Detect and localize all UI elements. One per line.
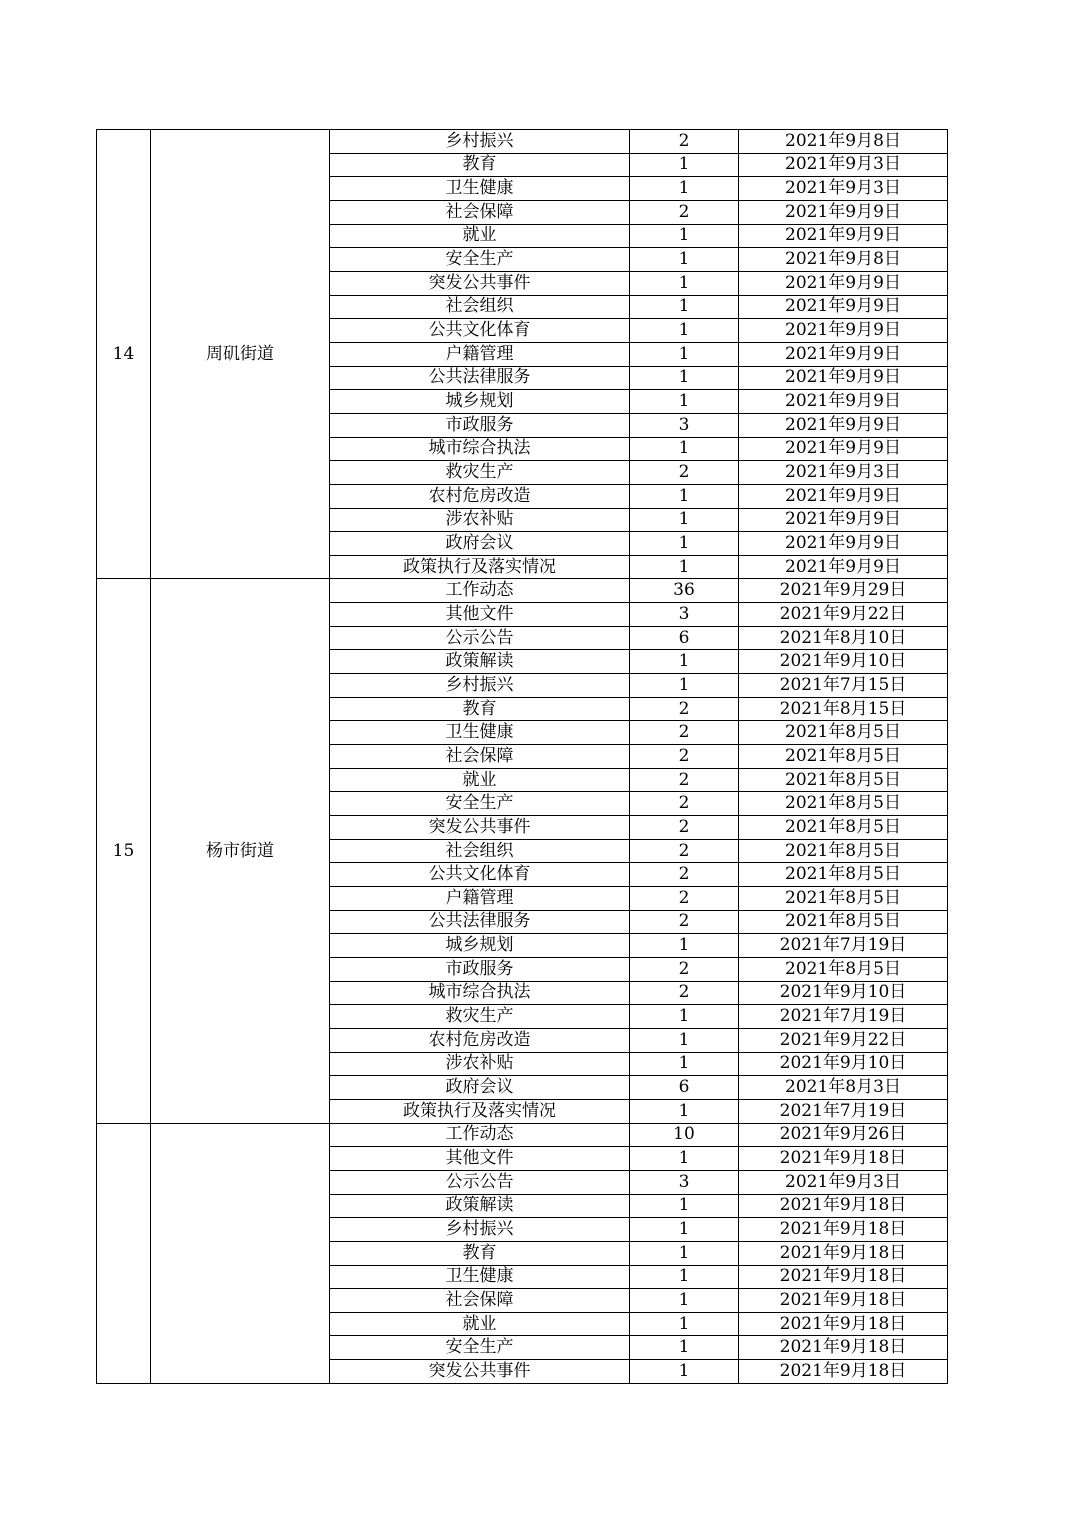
category-cell: 教育 (330, 697, 630, 721)
count-cell: 2 (630, 792, 739, 816)
category-cell: 公示公告 (330, 626, 630, 650)
count-cell: 1 (630, 934, 739, 958)
date-cell: 2021年9月18日 (739, 1360, 948, 1384)
category-cell: 救灾生产 (330, 1005, 630, 1029)
count-cell: 2 (630, 863, 739, 887)
date-cell: 2021年9月9日 (739, 295, 948, 319)
date-cell: 2021年9月18日 (739, 1312, 948, 1336)
category-cell: 安全生产 (330, 1336, 630, 1360)
category-cell: 城市综合执法 (330, 437, 630, 461)
count-cell: 2 (630, 130, 739, 154)
category-cell: 工作动态 (330, 579, 630, 603)
date-cell: 2021年8月5日 (739, 792, 948, 816)
category-cell: 城乡规划 (330, 390, 630, 414)
count-cell: 1 (630, 1147, 739, 1171)
category-cell: 公共法律服务 (330, 366, 630, 390)
count-cell: 2 (630, 461, 739, 485)
count-cell: 3 (630, 413, 739, 437)
date-cell: 2021年9月3日 (739, 461, 948, 485)
category-cell: 突发公共事件 (330, 1360, 630, 1384)
count-cell: 1 (630, 319, 739, 343)
date-cell: 2021年9月9日 (739, 532, 948, 556)
date-cell: 2021年9月9日 (739, 437, 948, 461)
count-cell: 2 (630, 910, 739, 934)
category-cell: 救灾生产 (330, 461, 630, 485)
count-cell: 2 (630, 816, 739, 840)
date-cell: 2021年9月9日 (739, 271, 948, 295)
category-cell: 市政服务 (330, 413, 630, 437)
category-cell: 就业 (330, 768, 630, 792)
category-cell: 社会保障 (330, 200, 630, 224)
date-cell: 2021年9月8日 (739, 248, 948, 272)
count-cell: 1 (630, 390, 739, 414)
count-cell: 1 (630, 1360, 739, 1384)
count-cell: 3 (630, 603, 739, 627)
street-name-cell: 周矶街道 (151, 130, 330, 579)
date-cell: 2021年9月18日 (739, 1265, 948, 1289)
date-cell: 2021年9月18日 (739, 1241, 948, 1265)
date-cell: 2021年9月22日 (739, 1028, 948, 1052)
count-cell: 1 (630, 1218, 739, 1242)
count-cell: 3 (630, 1170, 739, 1194)
date-cell: 2021年7月19日 (739, 1005, 948, 1029)
date-cell: 2021年8月5日 (739, 957, 948, 981)
date-cell: 2021年9月3日 (739, 1170, 948, 1194)
date-cell: 2021年7月15日 (739, 674, 948, 698)
category-cell: 政策执行及落实情况 (330, 555, 630, 579)
count-cell: 2 (630, 745, 739, 769)
category-cell: 就业 (330, 224, 630, 248)
disclosure-table (96, 129, 948, 1384)
date-cell: 2021年9月18日 (739, 1218, 948, 1242)
count-cell: 6 (630, 626, 739, 650)
category-cell: 政府会议 (330, 532, 630, 556)
date-cell: 2021年9月9日 (739, 200, 948, 224)
count-cell: 2 (630, 697, 739, 721)
date-cell: 2021年8月5日 (739, 816, 948, 840)
count-cell: 2 (630, 981, 739, 1005)
category-cell: 社会保障 (330, 1289, 630, 1313)
date-cell: 2021年9月9日 (739, 319, 948, 343)
category-cell: 政府会议 (330, 1076, 630, 1100)
category-cell: 安全生产 (330, 792, 630, 816)
date-cell: 2021年9月26日 (739, 1123, 948, 1147)
count-cell: 1 (630, 271, 739, 295)
category-cell: 就业 (330, 1312, 630, 1336)
count-cell: 36 (630, 579, 739, 603)
group-index-cell: 15 (97, 579, 151, 1123)
date-cell: 2021年9月9日 (739, 555, 948, 579)
date-cell: 2021年9月9日 (739, 413, 948, 437)
count-cell: 1 (630, 342, 739, 366)
category-cell: 其他文件 (330, 1147, 630, 1171)
count-cell: 1 (630, 1028, 739, 1052)
count-cell: 2 (630, 957, 739, 981)
date-cell: 2021年7月19日 (739, 1099, 948, 1123)
category-cell: 乡村振兴 (330, 130, 630, 154)
count-cell: 1 (630, 1099, 739, 1123)
date-cell: 2021年9月18日 (739, 1194, 948, 1218)
category-cell: 教育 (330, 1241, 630, 1265)
date-cell: 2021年9月18日 (739, 1289, 948, 1313)
category-cell: 安全生产 (330, 248, 630, 272)
category-cell: 公共文化体育 (330, 319, 630, 343)
category-cell: 工作动态 (330, 1123, 630, 1147)
category-cell: 户籍管理 (330, 887, 630, 911)
category-cell: 市政服务 (330, 957, 630, 981)
date-cell: 2021年8月5日 (739, 768, 948, 792)
date-cell: 2021年9月18日 (739, 1336, 948, 1360)
category-cell: 公示公告 (330, 1170, 630, 1194)
date-cell: 2021年9月18日 (739, 1147, 948, 1171)
count-cell: 1 (630, 248, 739, 272)
category-cell: 社会保障 (330, 745, 630, 769)
date-cell: 2021年9月29日 (739, 579, 948, 603)
date-cell: 2021年9月9日 (739, 224, 948, 248)
category-cell: 户籍管理 (330, 342, 630, 366)
category-cell: 城市综合执法 (330, 981, 630, 1005)
count-cell: 1 (630, 177, 739, 201)
date-cell: 2021年8月5日 (739, 721, 948, 745)
category-cell: 涉农补贴 (330, 1052, 630, 1076)
category-cell: 其他文件 (330, 603, 630, 627)
category-cell: 政策解读 (330, 1194, 630, 1218)
count-cell: 2 (630, 768, 739, 792)
category-cell: 政策解读 (330, 650, 630, 674)
table-row (97, 1123, 948, 1147)
count-cell: 1 (630, 1289, 739, 1313)
category-cell: 社会组织 (330, 295, 630, 319)
category-cell: 公共文化体育 (330, 863, 630, 887)
date-cell: 2021年8月5日 (739, 839, 948, 863)
date-cell: 2021年9月10日 (739, 981, 948, 1005)
date-cell: 2021年9月10日 (739, 1052, 948, 1076)
count-cell: 2 (630, 200, 739, 224)
category-cell: 农村危房改造 (330, 484, 630, 508)
category-cell: 突发公共事件 (330, 816, 630, 840)
count-cell: 1 (630, 555, 739, 579)
category-cell: 政策执行及落实情况 (330, 1099, 630, 1123)
date-cell: 2021年8月5日 (739, 863, 948, 887)
count-cell: 2 (630, 839, 739, 863)
category-cell: 乡村振兴 (330, 674, 630, 698)
date-cell: 2021年9月9日 (739, 366, 948, 390)
count-cell: 1 (630, 508, 739, 532)
count-cell: 1 (630, 153, 739, 177)
street-name-cell: 杨市街道 (151, 579, 330, 1123)
group-index-cell: 14 (97, 130, 151, 579)
date-cell: 2021年9月9日 (739, 508, 948, 532)
count-cell: 6 (630, 1076, 739, 1100)
count-cell: 1 (630, 1241, 739, 1265)
count-cell: 1 (630, 366, 739, 390)
date-cell: 2021年7月19日 (739, 934, 948, 958)
count-cell: 2 (630, 887, 739, 911)
count-cell: 1 (630, 674, 739, 698)
date-cell: 2021年9月3日 (739, 177, 948, 201)
count-cell: 1 (630, 484, 739, 508)
street-name-cell (151, 1123, 330, 1383)
date-cell: 2021年9月8日 (739, 130, 948, 154)
count-cell: 2 (630, 721, 739, 745)
date-cell: 2021年8月3日 (739, 1076, 948, 1100)
category-cell: 乡村振兴 (330, 1218, 630, 1242)
count-cell: 1 (630, 224, 739, 248)
date-cell: 2021年9月10日 (739, 650, 948, 674)
category-cell: 卫生健康 (330, 1265, 630, 1289)
count-cell: 1 (630, 1312, 739, 1336)
date-cell: 2021年8月5日 (739, 910, 948, 934)
date-cell: 2021年8月5日 (739, 887, 948, 911)
date-cell: 2021年9月9日 (739, 390, 948, 414)
count-cell: 1 (630, 532, 739, 556)
category-cell: 突发公共事件 (330, 271, 630, 295)
date-cell: 2021年8月10日 (739, 626, 948, 650)
count-cell: 1 (630, 437, 739, 461)
category-cell: 涉农补贴 (330, 508, 630, 532)
count-cell: 1 (630, 295, 739, 319)
category-cell: 城乡规划 (330, 934, 630, 958)
category-cell: 社会组织 (330, 839, 630, 863)
category-cell: 农村危房改造 (330, 1028, 630, 1052)
date-cell: 2021年9月9日 (739, 342, 948, 366)
count-cell: 10 (630, 1123, 739, 1147)
category-cell: 卫生健康 (330, 177, 630, 201)
count-cell: 1 (630, 1005, 739, 1029)
count-cell: 1 (630, 1052, 739, 1076)
category-cell: 公共法律服务 (330, 910, 630, 934)
table-row (97, 130, 948, 154)
category-cell: 教育 (330, 153, 630, 177)
count-cell: 1 (630, 1336, 739, 1360)
category-cell: 卫生健康 (330, 721, 630, 745)
date-cell: 2021年9月22日 (739, 603, 948, 627)
table-body (97, 130, 948, 1384)
date-cell: 2021年9月3日 (739, 153, 948, 177)
date-cell: 2021年9月9日 (739, 484, 948, 508)
count-cell: 1 (630, 1265, 739, 1289)
count-cell: 1 (630, 1194, 739, 1218)
table-row (97, 579, 948, 603)
group-index-cell (97, 1123, 151, 1383)
date-cell: 2021年8月15日 (739, 697, 948, 721)
date-cell: 2021年8月5日 (739, 745, 948, 769)
count-cell: 1 (630, 650, 739, 674)
